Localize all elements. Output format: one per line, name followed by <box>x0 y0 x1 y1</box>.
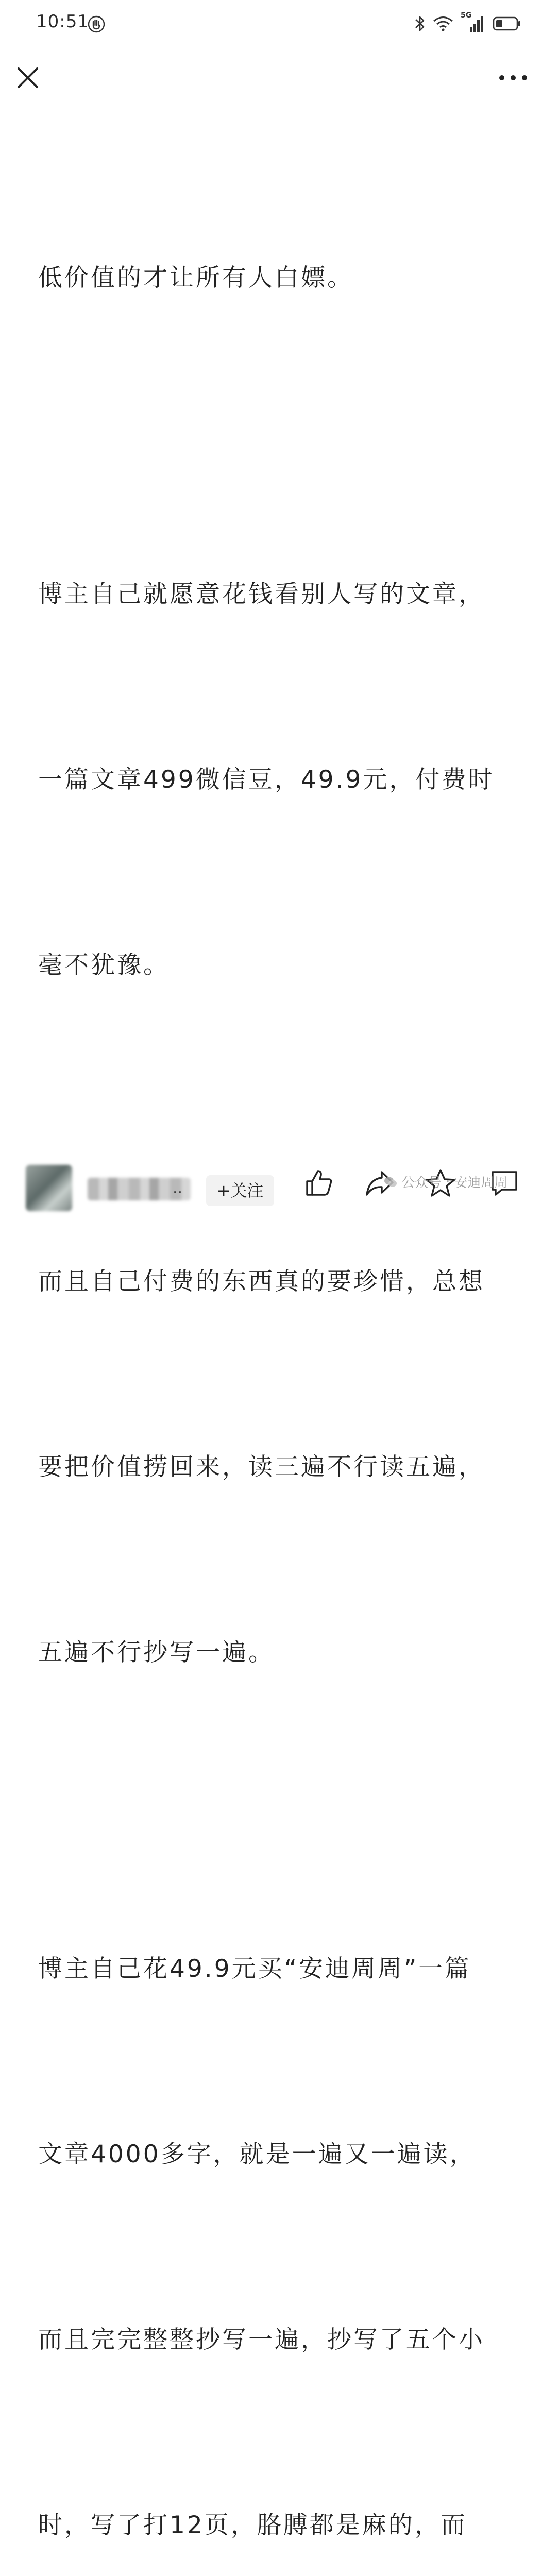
author-avatar[interactable] <box>26 1165 72 1211</box>
text-line: 博主自己就愿意花钱看别人写的文章， <box>38 580 485 608</box>
nav-bar <box>0 49 542 111</box>
text-line: 而且完完整整抄写一遍，抄写了五个小 <box>38 2326 485 2354</box>
article-body <box>38 124 522 2576</box>
status-icons <box>414 12 521 35</box>
close-icon[interactable] <box>14 64 41 91</box>
star-icon[interactable] <box>426 1168 455 1198</box>
bluetooth-icon <box>414 14 426 33</box>
text-line: 时，写了打12页，胳膊都是麻的，而 <box>38 2511 467 2539</box>
watermark-name: 安迪周周 <box>454 1175 508 1191</box>
author-name-tail: .. <box>173 1179 183 1197</box>
bottom-bar <box>0 1149 542 1204</box>
text-line: 博主自己花49.9元买“安迪周周”一篇 <box>38 1955 471 1983</box>
status-time: 10:51 <box>36 11 89 32</box>
paragraph <box>38 1815 522 2576</box>
network-type: 5G <box>461 11 472 20</box>
like-icon[interactable] <box>304 1168 334 1198</box>
watermark-prefix: 公众号 <box>401 1175 442 1191</box>
text-line: 文章4000多字，就是一遍又一遍读， <box>38 2140 476 2168</box>
battery-icon <box>493 15 521 32</box>
paragraph <box>38 440 522 1120</box>
status-bar <box>0 0 542 49</box>
text-line: 低价值的才让所有人白嫖。 <box>38 264 353 292</box>
text-line: 要把价值捞回来，读三遍不行读五遍， <box>38 1453 485 1481</box>
paragraph <box>38 1127 522 1807</box>
cell-signal-icon <box>461 13 485 34</box>
text-line: 一篇文章499微信豆，49.9元，付费时 <box>38 766 495 794</box>
text-line: 五遍不行抄写一遍。 <box>38 1638 275 1667</box>
watermark-separator: · <box>446 1174 450 1190</box>
more-dots-icon[interactable] <box>498 70 529 86</box>
paragraph <box>38 124 522 433</box>
text-line: 毫不犹豫。 <box>38 951 170 979</box>
text-line: 而且自己付费的东西真的要珍惜，总想 <box>38 1267 485 1296</box>
hand-icon <box>88 15 105 33</box>
comment-icon[interactable] <box>489 1168 519 1198</box>
share-icon[interactable] <box>365 1168 395 1198</box>
follow-button[interactable]: +关注 <box>206 1175 274 1206</box>
wifi-icon <box>433 15 453 32</box>
